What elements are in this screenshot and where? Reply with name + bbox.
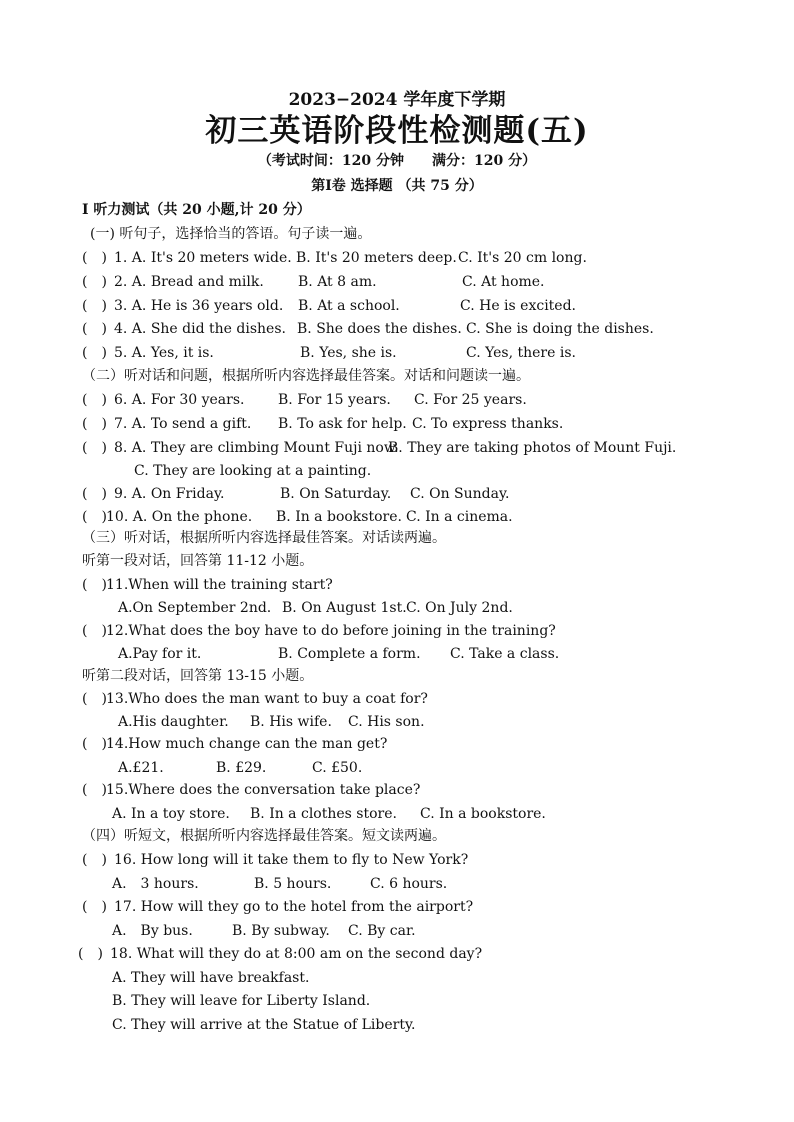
q12-stem: 12.What does the boy have to do before joining in the training?	[106, 623, 556, 639]
q13-option-c: C. His son.	[348, 714, 425, 730]
answer-blank-15: ( )	[82, 782, 107, 798]
q11-option-c: C. On July 2nd.	[406, 600, 513, 616]
answer-blank-9: ( )	[82, 486, 107, 502]
q10-option-b: B. In a bookstore.	[276, 509, 402, 525]
q12-option-c: C. Take a class.	[450, 646, 560, 662]
q12-option-b: B. Complete a form.	[278, 646, 421, 662]
dialog-2-instruction: 听第二段对话，回答第 13-15 小题。	[82, 668, 314, 684]
q4-option-c: C. She is doing the dishes.	[466, 321, 654, 337]
q7-option-c: C. To express thanks.	[412, 416, 564, 432]
q7-option-b: B. To ask for help.	[278, 416, 407, 432]
q12-option-a: A.Pay for it.	[118, 646, 202, 662]
q17-option-a: A. By bus.	[112, 923, 193, 939]
q4-option-b: B. She does the dishes.	[297, 321, 462, 337]
q9-option-a: 9. A. On Friday.	[114, 486, 225, 502]
q9-option-b: B. On Saturday.	[280, 486, 392, 502]
q14-option-b: B. £29.	[216, 760, 267, 776]
school-year: 2023−2024 学年度下学期	[288, 90, 506, 110]
answer-blank-13: ( )	[82, 691, 107, 707]
answer-blank-4: ( )	[82, 321, 107, 337]
q15-option-c: C. In a bookstore.	[420, 806, 546, 822]
q3-option-c: C. He is excited.	[460, 298, 576, 314]
q18-option-a: A. They will have breakfast.	[112, 970, 310, 986]
q7-option-a: 7. A. To send a gift.	[114, 416, 252, 432]
q1-option-b: B. It's 20 meters deep.	[296, 250, 457, 266]
q1-option-a: 1. A. It's 20 meters wide.	[114, 250, 292, 266]
q1-option-c: C. It's 20 cm long.	[458, 250, 587, 266]
q8-option-c: C. They are looking at a painting.	[134, 463, 372, 479]
q13-stem: 13.Who does the man want to buy a coat for?	[106, 691, 428, 707]
q16-option-b: B. 5 hours.	[254, 876, 332, 892]
q15-option-b: B. In a clothes store.	[250, 806, 397, 822]
q16-option-a: A. 3 hours.	[112, 876, 199, 892]
q10-option-c: C. In a cinema.	[406, 509, 513, 525]
q5-option-b: B. Yes, she is.	[300, 345, 397, 361]
q8-option-b: B. They are taking photos of Mount Fuji.	[388, 440, 677, 456]
q17-stem: 17. How will they go to the hotel from the airport?	[114, 899, 474, 915]
q17-option-c: C. By car.	[348, 923, 416, 939]
q13-option-b: B. His wife.	[250, 714, 332, 730]
answer-blank-1: ( )	[82, 250, 107, 266]
sub-section-2-title: （二）听对话和问题，根据所听内容选择最佳答案。对话和问题读一遍。	[82, 368, 530, 384]
q10-option-a: 10. A. On the phone.	[106, 509, 253, 525]
q3-option-a: 3. A. He is 36 years old.	[114, 298, 284, 314]
q3-option-b: B. At a school.	[298, 298, 400, 314]
answer-blank-18: ( )	[78, 946, 103, 962]
q11-option-a: A.On September 2nd.	[118, 600, 272, 616]
q4-option-a: 4. A. She did the dishes.	[114, 321, 286, 337]
part-title: 第Ⅰ卷 选择题 （共 75 分）	[311, 178, 483, 194]
exam-title: 初三英语阶段性检测题(五)	[205, 113, 589, 149]
q14-stem: 14.How much change can the man get?	[106, 736, 388, 752]
answer-blank-14: ( )	[82, 736, 107, 752]
q15-option-a: A. In a toy store.	[112, 806, 230, 822]
q8-option-a: 8. A. They are climbing Mount Fuji now.	[114, 440, 399, 456]
answer-blank-7: ( )	[82, 416, 107, 432]
q18-option-c: C. They will arrive at the Statue of Liberty.	[112, 1017, 416, 1033]
q16-option-c: C. 6 hours.	[370, 876, 448, 892]
q2-option-b: B. At 8 am.	[298, 274, 377, 290]
answer-blank-2: ( )	[82, 274, 107, 290]
dialog-1-instruction: 听第一段对话，回答第 11-12 小题。	[82, 553, 314, 569]
answer-blank-10: ( )	[82, 509, 107, 525]
q18-stem: 18. What will they do at 8:00 am on the second day?	[110, 946, 483, 962]
sub-section-1-title: (一) 听句子，选择恰当的答语。句子读一遍。	[90, 226, 372, 242]
q13-option-a: A.His daughter.	[118, 714, 229, 730]
answer-blank-3: ( )	[82, 298, 107, 314]
sub-section-4-title: （四）听短文，根据所听内容选择最佳答案。短文读两遍。	[82, 828, 446, 844]
q11-option-b: B. On August 1st.	[282, 600, 407, 616]
answer-blank-17: ( )	[82, 899, 107, 915]
answer-blank-12: ( )	[82, 623, 107, 639]
sub-section-3-title: （三）听对话，根据所听内容选择最佳答案。对话读两遍。	[82, 530, 446, 546]
q5-option-c: C. Yes, there is.	[466, 345, 576, 361]
q2-option-c: C. At home.	[462, 274, 545, 290]
section-title: Ⅰ 听力测试（共 20 小题,计 20 分）	[82, 202, 311, 218]
q9-option-c: C. On Sunday.	[410, 486, 510, 502]
q15-stem: 15.Where does the conversation take place?	[106, 782, 421, 798]
answer-blank-8: ( )	[82, 440, 107, 456]
q17-option-b: B. By subway.	[232, 923, 330, 939]
exam-info: （考试时间：120 分钟 满分：120 分）	[257, 153, 537, 169]
q18-option-b: B. They will leave for Liberty Island.	[112, 993, 371, 1009]
q6-option-c: C. For 25 years.	[414, 392, 527, 408]
q14-option-a: A.£21.	[118, 760, 164, 776]
answer-blank-11: ( )	[82, 577, 107, 593]
answer-blank-6: ( )	[82, 392, 107, 408]
q2-option-a: 2. A. Bread and milk.	[114, 274, 264, 290]
q5-option-a: 5. A. Yes, it is.	[114, 345, 214, 361]
q16-stem: 16. How long will it take them to fly to New York?	[114, 852, 469, 868]
answer-blank-5: ( )	[82, 345, 107, 361]
q6-option-a: 6. A. For 30 years.	[114, 392, 245, 408]
q14-option-c: C. £50.	[312, 760, 363, 776]
q11-stem: 11.When will the training start?	[106, 577, 333, 593]
answer-blank-16: ( )	[82, 852, 107, 868]
q6-option-b: B. For 15 years.	[278, 392, 391, 408]
